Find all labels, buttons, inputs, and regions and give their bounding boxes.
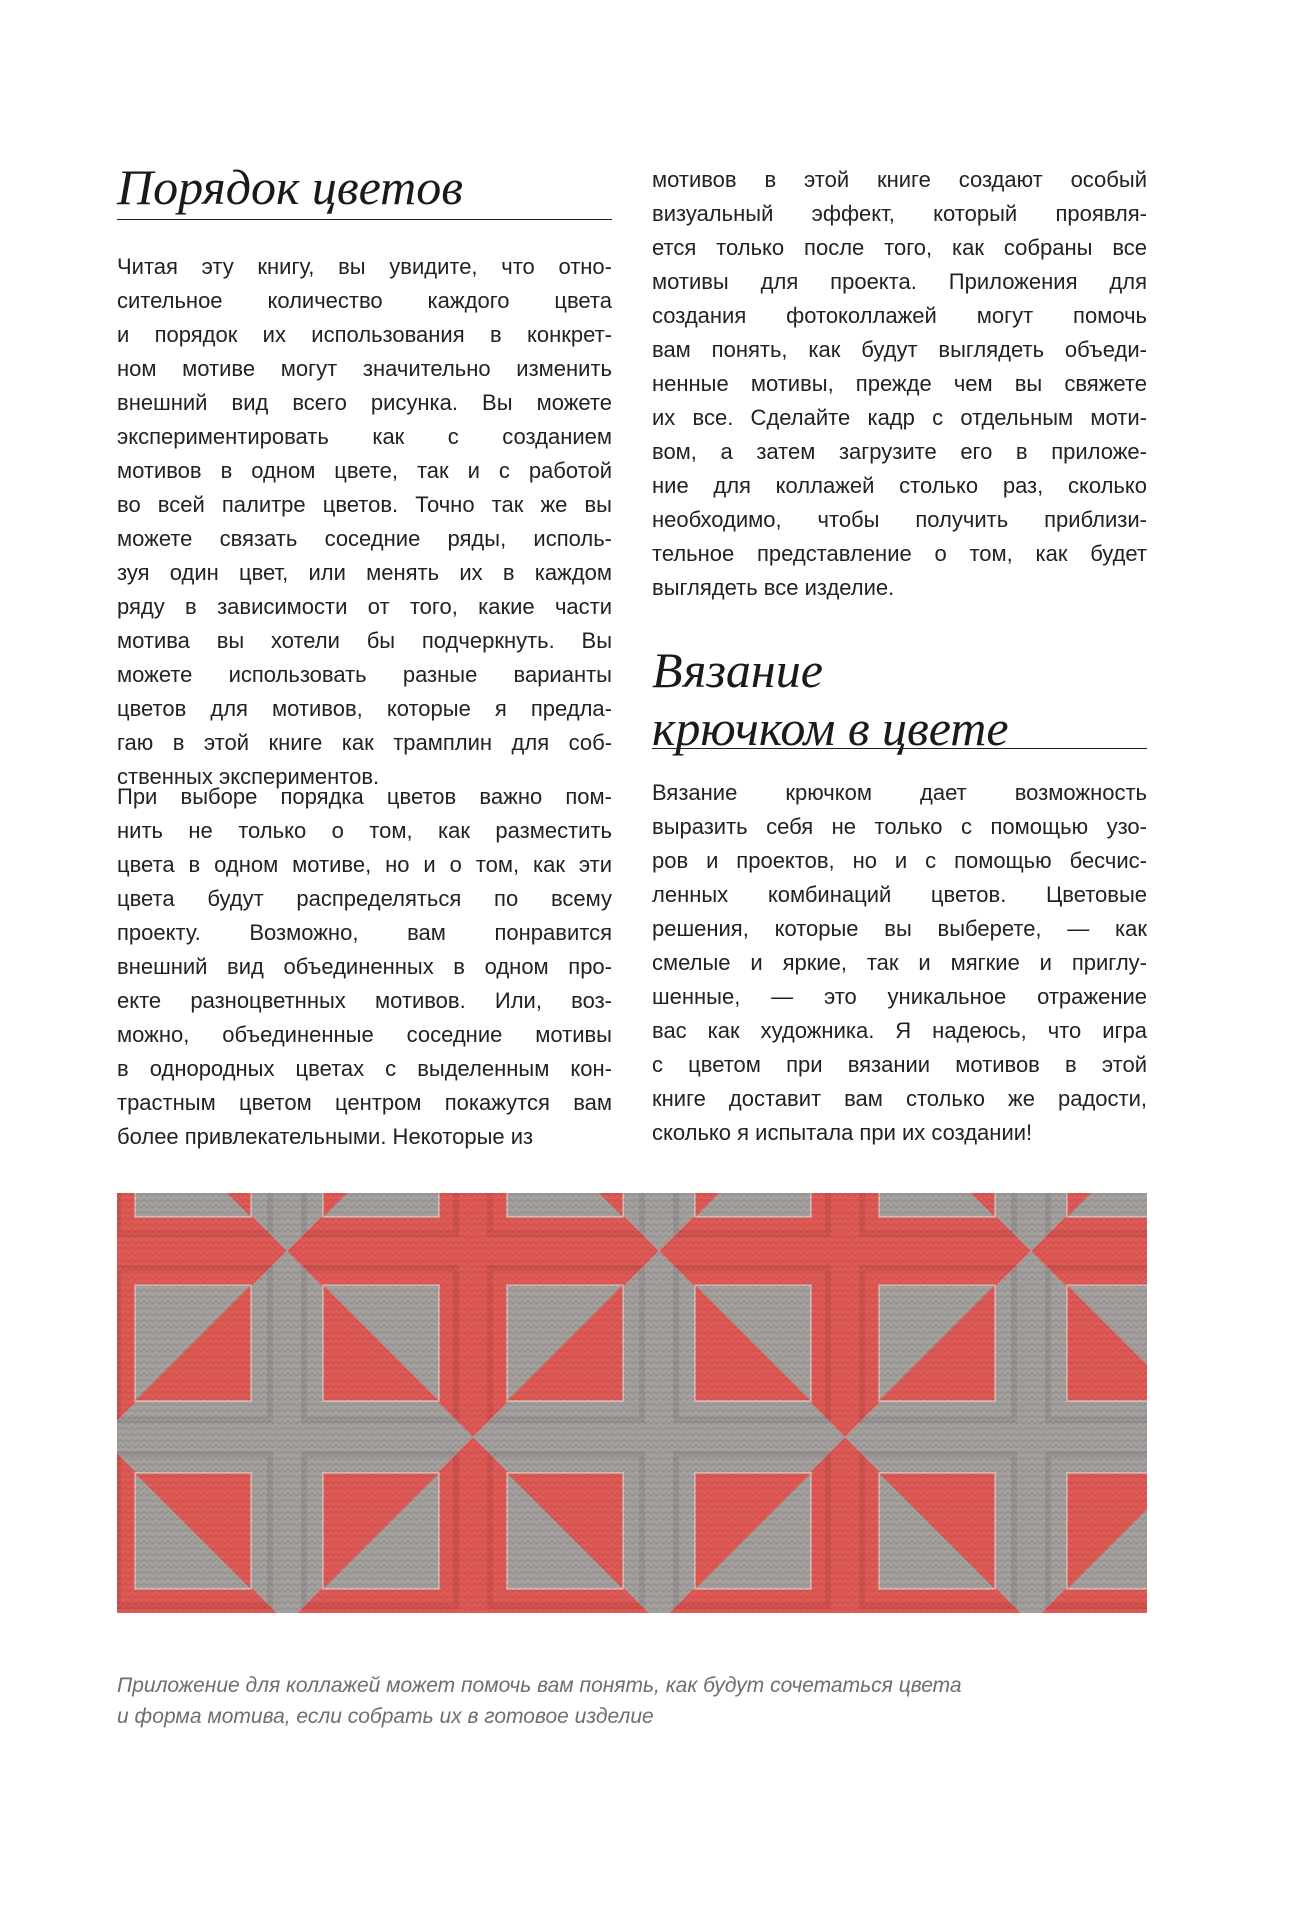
paragraph — [117, 780, 612, 1154]
text-line: ненные мотивы, прежде чем вы свяжете — [652, 371, 1147, 396]
text-line: ется только после того, как собраны все — [652, 235, 1147, 260]
text-line: ном мотиве могут значительно изменить — [117, 356, 612, 381]
crochet-motifs-photo — [117, 1193, 1147, 1613]
section-heading-line-2: крючком в цвете — [652, 700, 1009, 756]
text-line: мотивов в этой книге создают особый — [652, 167, 1147, 192]
text-line: смелые и яркие, так и мягкие и приглу- — [652, 950, 1147, 975]
text-line: мотива вы хотели бы подчеркнуть. Вы — [117, 628, 612, 653]
text-line: ряду в зависимости от того, какие части — [117, 594, 612, 619]
text-line: создания фотоколлажей могут помочь — [652, 303, 1147, 328]
text-line: ние для коллажей столько раз, сколько — [652, 473, 1147, 498]
text-line: выразить себя не только с помощью узо- — [652, 814, 1147, 839]
text-line: можно, объединенные соседние мотивы — [117, 1022, 612, 1047]
text-line: цвета в одном мотиве, но и о том, как эти — [117, 852, 612, 877]
text-line: цветов для мотивов, которые я предла- — [117, 696, 612, 721]
text-line: нить не только о том, как разместить — [117, 818, 612, 843]
text-line: во всей палитре цветов. Точно так же вы — [117, 492, 612, 517]
text-line: вам понять, как будут выглядеть объеди- — [652, 337, 1147, 362]
text-line: екте разноцветнных мотивов. Или, воз- — [117, 988, 612, 1013]
text-line: шенные, — это уникальное отражение — [652, 984, 1147, 1009]
heading-underline — [652, 748, 1147, 749]
text-line: вас как художника. Я надеюсь, что игра — [652, 1018, 1147, 1043]
text-line: мотивы для проекта. Приложения для — [652, 269, 1147, 294]
text-line: необходимо, чтобы получить приблизи- — [652, 507, 1147, 532]
text-line: книге доставит вам столько же радости, — [652, 1086, 1147, 1111]
text-line: внешний вид всего рисунка. Вы можете — [117, 390, 612, 415]
text-line: экспериментировать как с созданием — [117, 424, 612, 449]
caption-line: Приложение для коллажей может помочь вам понять, как будут сочетаться цвета — [117, 1674, 962, 1697]
text-line: можете использовать разные варианты — [117, 662, 612, 687]
text-line: зуя один цвет, или менять их в каждом — [117, 560, 612, 585]
paragraph — [117, 250, 612, 794]
text-line: Читая эту книгу, вы увидите, что отно- — [117, 254, 612, 279]
text-line: их все. Сделайте кадр с отдельным моти- — [652, 405, 1147, 430]
text-line: мотивов в одном цвете, так и с работой — [117, 458, 612, 483]
text-line: тельное представление о том, как будет — [652, 541, 1147, 566]
text-line: трастным цветом центром покажутся вам — [117, 1090, 612, 1115]
text-line: решения, которые вы выберете, — как — [652, 916, 1147, 941]
section-heading-line-1: Вязание — [652, 642, 823, 698]
paragraph — [652, 163, 1147, 605]
text-line: визуальный эффект, который проявля- — [652, 201, 1147, 226]
text-line: и порядок их использования в конкрет- — [117, 322, 612, 347]
text-line: более привлекательными. Некоторые из — [117, 1124, 534, 1149]
paragraph — [652, 776, 1147, 1150]
caption-line: и форма мотива, если собрать их в готовое изделие — [117, 1705, 654, 1728]
text-line: можете связать соседние ряды, исполь- — [117, 526, 612, 551]
text-line: сколько я испытала при их создании! — [652, 1120, 1033, 1145]
text-line: Вязание крючком дает возможность — [652, 780, 1147, 805]
heading-underline — [117, 219, 612, 220]
text-line: цвета будут распределяться по всему — [117, 886, 612, 911]
text-line: вом, а затем загрузите его в приложе- — [652, 439, 1147, 464]
text-line: ров и проектов, но и с помощью бесчис- — [652, 848, 1147, 873]
text-line: выглядеть все изделие. — [652, 575, 895, 600]
text-line: внешний вид объединенных в одном про- — [117, 954, 612, 979]
text-line: При выборе порядка цветов важно пом- — [117, 784, 612, 809]
text-line: с цветом при вязании мотивов в этой — [652, 1052, 1147, 1077]
text-line: гаю в этой книге как трамплин для соб- — [117, 730, 612, 755]
text-line: ленных комбинаций цветов. Цветовые — [652, 882, 1147, 907]
photo-caption — [117, 1670, 1147, 1732]
text-line: сительное количество каждого цвета — [117, 288, 612, 313]
text-line: ственных экспериментов. — [117, 764, 380, 789]
text-line: проекту. Возможно, вам понравится — [117, 920, 612, 945]
text-line: в однородных цветах с выделенным кон- — [117, 1056, 612, 1081]
section-heading-color-order: Порядок цветов — [117, 159, 463, 215]
